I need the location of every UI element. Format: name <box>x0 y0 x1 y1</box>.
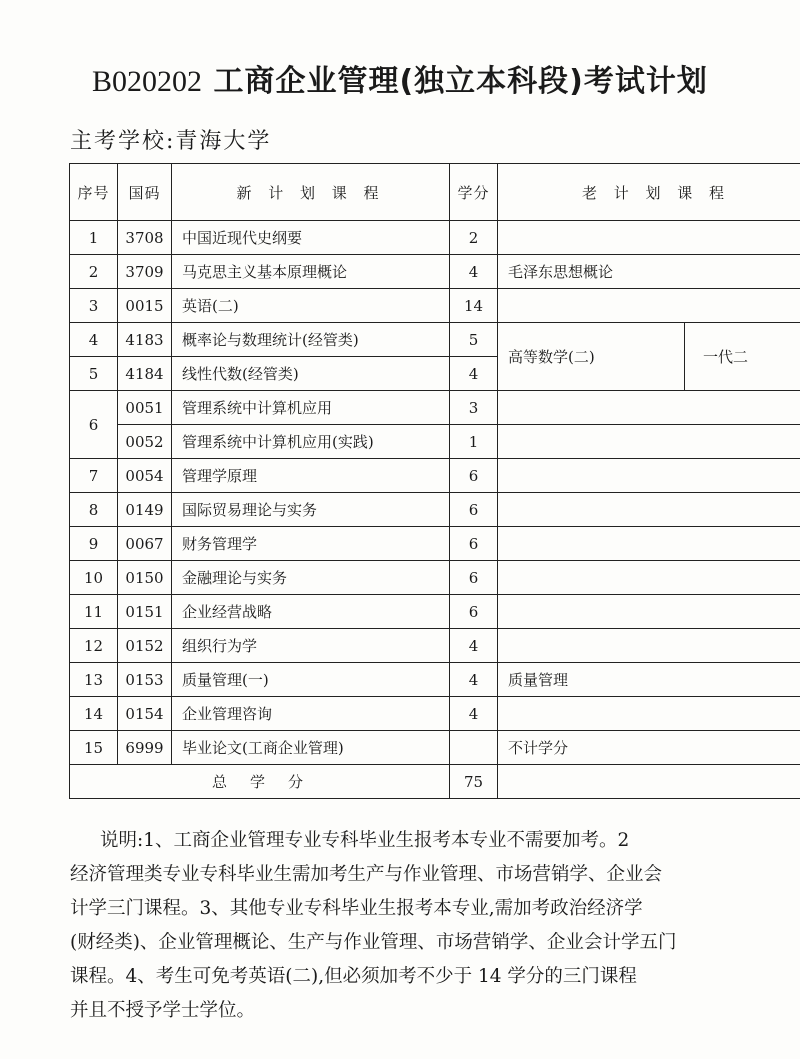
row-old-course <box>498 425 800 459</box>
row-credit: 4 <box>450 697 498 731</box>
row-code: 0051 <box>118 391 172 425</box>
row-credit: 14 <box>450 289 498 323</box>
row-code: 4183 <box>118 323 172 357</box>
row-code: 0015 <box>118 289 172 323</box>
plan-title: 工商企业管理(独立本科段)考试计划 <box>213 64 708 99</box>
table-row <box>70 425 800 459</box>
plan-code: B020202 <box>92 65 203 98</box>
note-line: (财经类)、企业管理概论、生产与作业管理、市场营销学、企业会计学五门 <box>70 932 677 953</box>
row-seq: 12 <box>70 629 118 663</box>
exam-plan-table <box>69 163 800 799</box>
table-row <box>70 663 800 697</box>
row-old-course <box>498 527 800 561</box>
row-course: 企业经营战略 <box>172 595 450 629</box>
header-old-course: 老 计 划 课 程 <box>498 164 800 221</box>
row-course: 管理学原理 <box>172 459 450 493</box>
note-line: 计学三门课程。3、其他专业专科毕业生报考本专业,需加考政治经济学 <box>70 898 643 919</box>
row-seq: 9 <box>70 527 118 561</box>
row-old-course <box>498 221 800 255</box>
row-old-course <box>498 493 800 527</box>
table-row <box>70 459 800 493</box>
row-course: 财务管理学 <box>172 527 450 561</box>
table-row <box>70 323 800 357</box>
row-seq: 5 <box>70 357 118 391</box>
table-row <box>70 629 800 663</box>
row-credit: 4 <box>450 663 498 697</box>
row-course: 国际贸易理论与实务 <box>172 493 450 527</box>
row-course: 质量管理(一) <box>172 663 450 697</box>
row-seq: 15 <box>70 731 118 765</box>
row-old-course <box>498 391 800 425</box>
row-code: 0150 <box>118 561 172 595</box>
table-row <box>70 493 800 527</box>
table-row <box>70 255 800 289</box>
row-seq: 11 <box>70 595 118 629</box>
row-code: 0153 <box>118 663 172 697</box>
row-seq: 1 <box>70 221 118 255</box>
table-row <box>70 561 800 595</box>
row-old-course <box>498 629 800 663</box>
row-seq: 13 <box>70 663 118 697</box>
table-row <box>70 595 800 629</box>
row-credit: 6 <box>450 493 498 527</box>
row-seq: 4 <box>70 323 118 357</box>
row-seq: 14 <box>70 697 118 731</box>
table-row <box>70 289 800 323</box>
header-code: 国码 <box>118 164 172 221</box>
merged-old-course-right: 一代二 <box>685 323 800 391</box>
header-seq: 序号 <box>70 164 118 221</box>
row-credit: 4 <box>450 629 498 663</box>
row-course: 管理系统中计算机应用 <box>172 391 450 425</box>
row-old-course: 不计学分 <box>498 731 800 765</box>
row-credit: 6 <box>450 561 498 595</box>
row-old-course <box>498 697 800 731</box>
row-old-course <box>498 561 800 595</box>
row-credit: 4 <box>450 357 498 391</box>
row-seq: 2 <box>70 255 118 289</box>
row-code: 0149 <box>118 493 172 527</box>
row-code: 4184 <box>118 357 172 391</box>
header-credit: 学分 <box>450 164 498 221</box>
row-course: 中国近现代史纲要 <box>172 221 450 255</box>
row-course: 金融理论与实务 <box>172 561 450 595</box>
row-credit: 6 <box>450 459 498 493</box>
row-code: 0052 <box>118 425 172 459</box>
row-credit: 4 <box>450 255 498 289</box>
row-old-course <box>498 289 800 323</box>
row-course: 管理系统中计算机应用(实践) <box>172 425 450 459</box>
row-code: 0067 <box>118 527 172 561</box>
row-course: 英语(二) <box>172 289 450 323</box>
row-course: 线性代数(经管类) <box>172 357 450 391</box>
table-row <box>70 527 800 561</box>
exam-plan-table-container <box>69 163 800 811</box>
note-line: 课程。4、考生可免考英语(二),但必须加考不少于 14 学分的三门课程 <box>70 966 637 987</box>
row-code: 3709 <box>118 255 172 289</box>
header-new-course: 新 计 划 课 程 <box>172 164 450 221</box>
merged-old-course-left: 高等数学(二) <box>498 323 685 391</box>
row-credit: 5 <box>450 323 498 357</box>
notes-section <box>70 824 800 1034</box>
document-title <box>92 56 708 100</box>
row-credit: 1 <box>450 425 498 459</box>
table-row <box>70 391 800 425</box>
row-course: 企业管理咨询 <box>172 697 450 731</box>
row-seq: 3 <box>70 289 118 323</box>
row-seq: 8 <box>70 493 118 527</box>
row-credit: 3 <box>450 391 498 425</box>
row-credit: 6 <box>450 527 498 561</box>
table-row <box>70 697 800 731</box>
table-row <box>70 221 800 255</box>
note-line: 经济管理类专业专科毕业生需加考生产与作业管理、市场营销学、企业会 <box>70 864 663 885</box>
row-seq: 6 <box>70 391 118 459</box>
row-credit <box>450 731 498 765</box>
row-seq: 10 <box>70 561 118 595</box>
row-code: 0151 <box>118 595 172 629</box>
row-code: 0054 <box>118 459 172 493</box>
row-code: 0154 <box>118 697 172 731</box>
row-code: 0152 <box>118 629 172 663</box>
row-code: 3708 <box>118 221 172 255</box>
note-line: 说明:1、工商企业管理专业专科毕业生报考本专业不需要加考。2 <box>100 830 630 851</box>
row-code: 6999 <box>118 731 172 765</box>
table-header-row <box>70 164 800 221</box>
row-old-course: 毛泽东思想概论 <box>498 255 800 289</box>
row-old-course <box>498 595 800 629</box>
total-label: 总 学 分 <box>70 765 450 799</box>
school-line: 主考学校:青海大学 <box>70 129 272 154</box>
row-old-course <box>498 459 800 493</box>
row-course: 马克思主义基本原理概论 <box>172 255 450 289</box>
note-line: 并且不授予学士学位。 <box>70 1000 256 1021</box>
row-credit: 6 <box>450 595 498 629</box>
row-old-course: 质量管理 <box>498 663 800 697</box>
table-row <box>70 731 800 765</box>
row-course: 组织行为学 <box>172 629 450 663</box>
row-credit: 2 <box>450 221 498 255</box>
total-value: 75 <box>450 765 498 799</box>
row-course: 概率论与数理统计(经管类) <box>172 323 450 357</box>
total-row <box>70 765 800 799</box>
row-seq: 7 <box>70 459 118 493</box>
row-course: 毕业论文(工商企业管理) <box>172 731 450 765</box>
